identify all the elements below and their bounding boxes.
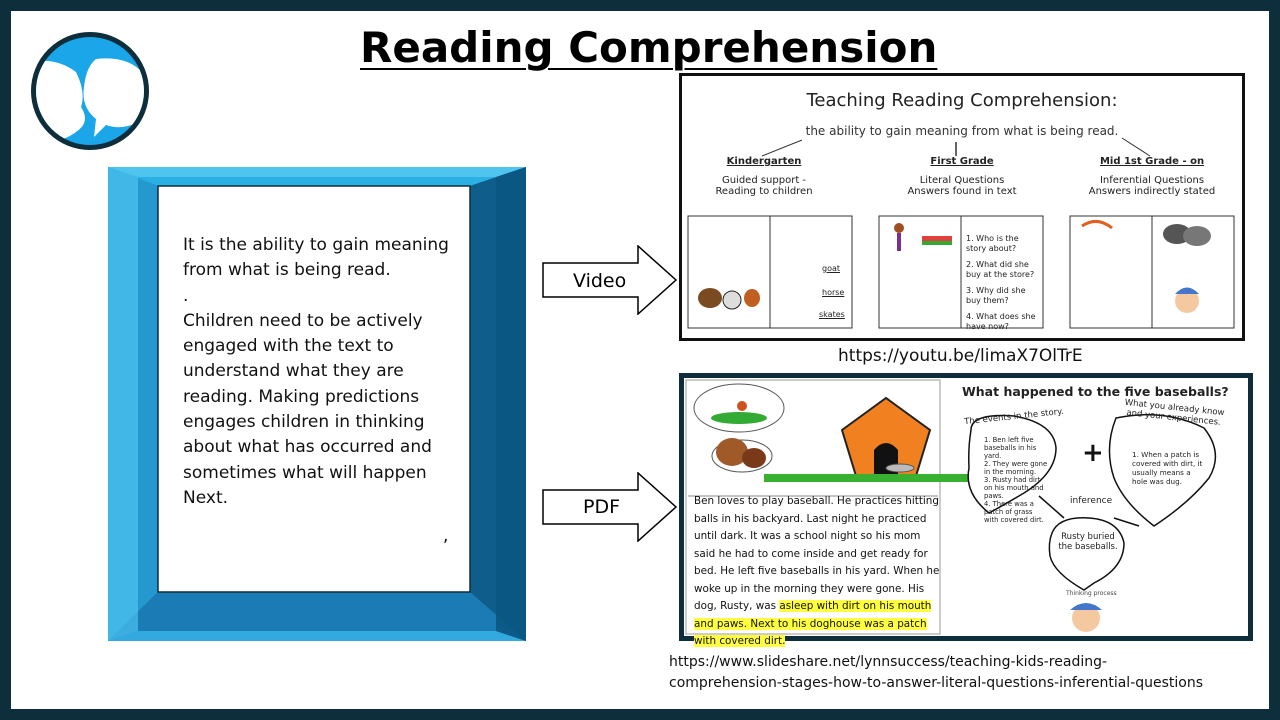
diagram-title: What happened to the five baseballs?: [962, 384, 1229, 399]
event-1: 1. Ben left five baseballs in his yard.: [984, 436, 1037, 460]
prior-knowledge: 1. When a patch is covered with dirt, it usually means a hole was dug.: [1132, 450, 1203, 486]
kindergarten-heading: Kindergarten: [726, 156, 802, 167]
event-4: 4. There was a patch of grass with covered dirt.: [984, 500, 1044, 524]
question-4: 4. What does she have now?: [966, 312, 1036, 331]
first-grade-heading: First Grade: [930, 156, 994, 167]
event-2: 2. They were gone in the morning.: [984, 460, 1048, 476]
inference-label: inference: [1070, 496, 1113, 506]
mini-word-skates: skates: [819, 310, 845, 319]
mid-grade-heading: Mid 1st Grade - on: [1099, 156, 1205, 167]
definition-text: It is the ability to gain meaning from what is being read.: [183, 235, 449, 281]
logo-icon: [31, 32, 149, 150]
pdf-url-line1[interactable]: https://www.slideshare.net/lynnsuccess/teaching-kids-reading-: [669, 654, 1108, 670]
question-2: 2. What did she buy at the store?: [966, 260, 1035, 279]
video-panel-title: Teaching Reading Comprehension:: [806, 90, 1118, 111]
question-1: 1. Who is the story about?: [966, 234, 1019, 253]
pdf-url-line2[interactable]: comprehension-stages-how-to-answer-literal-questions-inferential-questions: [669, 675, 1204, 691]
video-panel-subtitle: the ability to gain meaning from what is being read.: [805, 124, 1119, 138]
pdf-label[interactable]: PDF: [583, 496, 621, 518]
separator-dot: .: [183, 285, 189, 306]
engagement-text: Children need to be actively engaged with the text to understand what they are reading. Making predictions engages children in thinking about what has occurred and sometimes what will happen Next.: [183, 310, 432, 508]
event-3: 3. Rusty had dirt on his mouth and paws.: [984, 476, 1044, 500]
inference-result: Rusty buried the baseballs.: [1058, 532, 1118, 552]
story-highlight: asleep with dirt on his mouth and paws. Next to his doghouse was a patch with covered dirt.: [694, 600, 932, 647]
page-title: Reading Comprehension: [360, 23, 938, 72]
story-text: Ben loves to play baseball. He practices hitting balls in his backyard. Last night he practiced until dark. It was a school night so his mom said he had to come inside and get ready for bed. He left five baseballs in his yard. When he woke up in the morning they were gone. His dog, Rusty, was: [694, 495, 940, 612]
trailing-comma: ,: [443, 526, 449, 546]
left-heart-label: The events in the story.: [963, 406, 1065, 428]
mini-word-goat: goat: [822, 264, 841, 273]
video-thumbnail[interactable]: [679, 73, 1245, 341]
mid-grade-line2: Answers indirectly stated: [1088, 186, 1216, 197]
question-3: 3. Why did she buy them?: [966, 286, 1026, 305]
mid-grade-line1: Inferential Questions: [1099, 175, 1205, 186]
mini-word-horse: horse: [822, 288, 845, 297]
thinking-label: Thinking process: [1066, 590, 1117, 597]
video-url-link[interactable]: https://youtu.be/limaX7OlTrE: [838, 346, 1083, 366]
pdf-thumbnail[interactable]: [679, 373, 1253, 647]
kindergarten-line1: Guided support -: [721, 175, 807, 186]
plus-sign: +: [1082, 438, 1104, 468]
first-grade-line1: Literal Questions: [919, 175, 1005, 186]
video-label[interactable]: Video: [573, 270, 627, 292]
body-text: [183, 233, 463, 511]
kindergarten-line2: Reading to children: [715, 186, 813, 197]
first-grade-line2: Answers found in text: [907, 186, 1017, 197]
right-heart-label: What you already know and your experiences.: [1124, 397, 1225, 428]
